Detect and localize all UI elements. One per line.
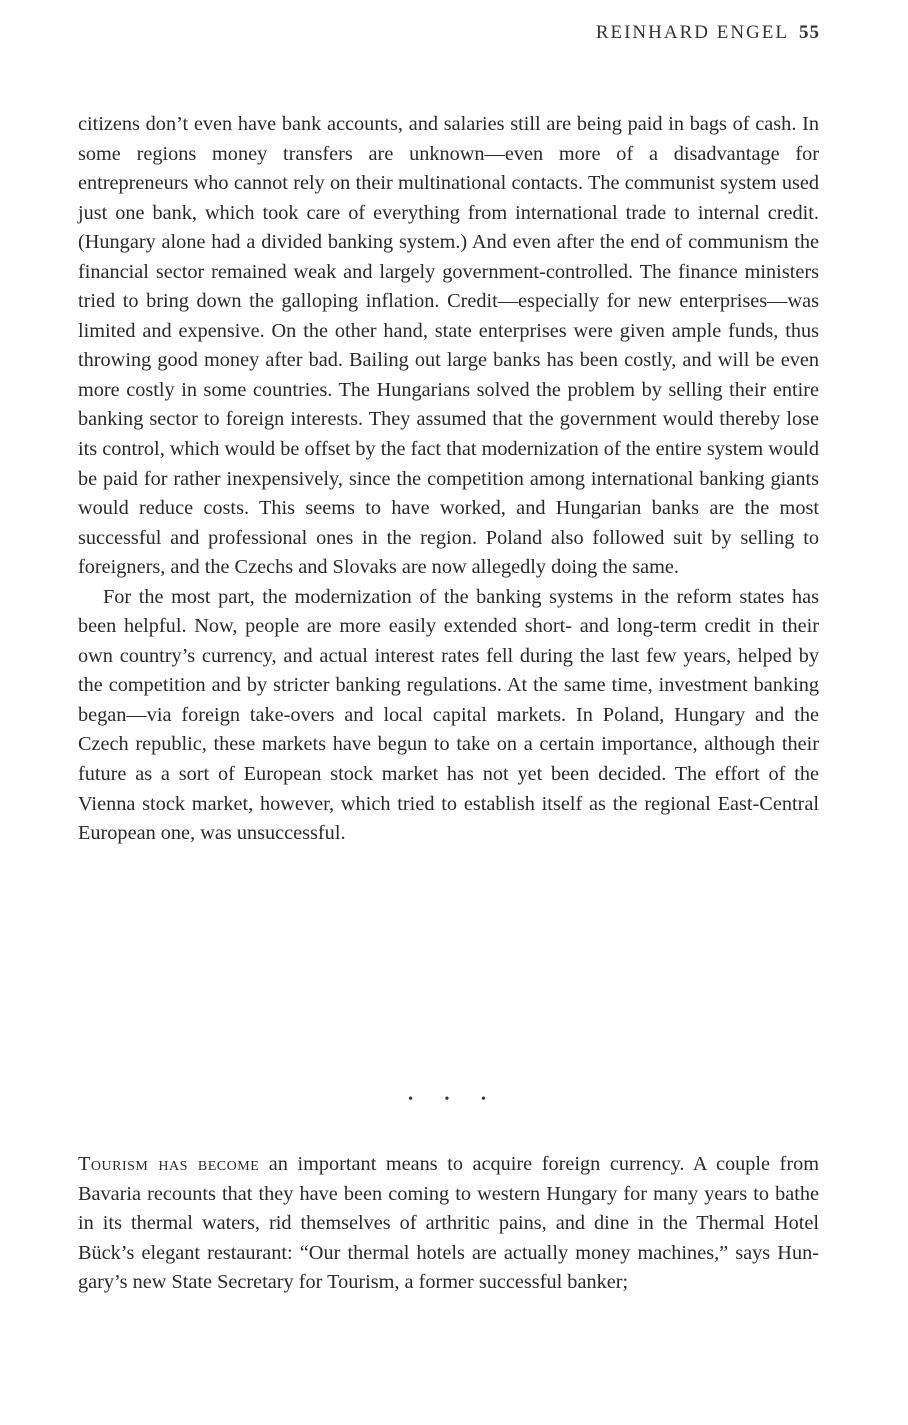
running-header-author: REINHARD ENGEL	[595, 22, 789, 43]
paragraph-lead-in: Tourism has become	[78, 1153, 260, 1175]
section-text	[78, 1150, 819, 1298]
paragraph-continued: citizens don’t even have bank accounts, and salaries still are being paid in bags of cash. In some regions money transfers are unknown—even more of a disadvantage for entrepreneurs who cannot rely on their multinational contacts. The communist system used just one bank, which took care of everything from international trade to internal credit. (Hungary alone had a divided banking system.) And even after the end of communism the financial sector remained weak and largely government-controlled. The finance ministers tried to bring down the galloping inflation. Credit—especially for new enterprises—was limited and expensive. On the other hand, state enterprises were given ample funds, thus throwing good money after bad. Bailing out large banks has been costly, and will be even more costly in some countries. The Hungarians solved the problem by selling their entire banking sector to foreign interests. They assumed that the government would thereby lose its control, which would be offset by the fact that modernization of the entire system would be paid for rather inexpensively, since the competition among international banking giants would reduce costs. This seems to have worked, and Hungarian banks are the most successful and professional ones in the region. Poland also followed suit by selling to foreigners, and the Czechs and Slovaks are now allegedly doing the same.	[78, 113, 819, 579]
section-break-ornament: • • •	[408, 1092, 500, 1107]
paragraph-tourism	[78, 1150, 819, 1298]
running-header	[596, 22, 820, 44]
paragraph-tourism-text: an important means to acquire foreign currency. A couple from Bavaria recounts that they have been coming to western Hungary for many years to bathe in its thermal waters, rid themselves of arthritic pains, and dine in the Thermal Hotel Bück’s elegant restaurant: “Our thermal hotels are actually money machines,” says Hungary’s new State Secretary for Tourism, a former successful banker;	[78, 1153, 819, 1294]
main-text	[78, 110, 819, 849]
page-number: 55	[799, 22, 820, 43]
paragraph-banking-modernization: For the most part, the modernization of the banking systems in the reform states has been helpful. Now, people are more easily extended short- and long-term credit in their own country’s currency, and actual interest rates fell during the last few years, helped by the competition and by stricter banking regulations. At the same time, investment banking began—via foreign take-overs and local capital markets. In Poland, Hungary and the Czech republic, these markets have begun to take on a certain importance, although their future as a sort of European stock market has not yet been decided. The effort of the Vienna stock market, however, which tried to establish itself as the regional East-Central European one, was unsuccessful.	[78, 585, 819, 845]
